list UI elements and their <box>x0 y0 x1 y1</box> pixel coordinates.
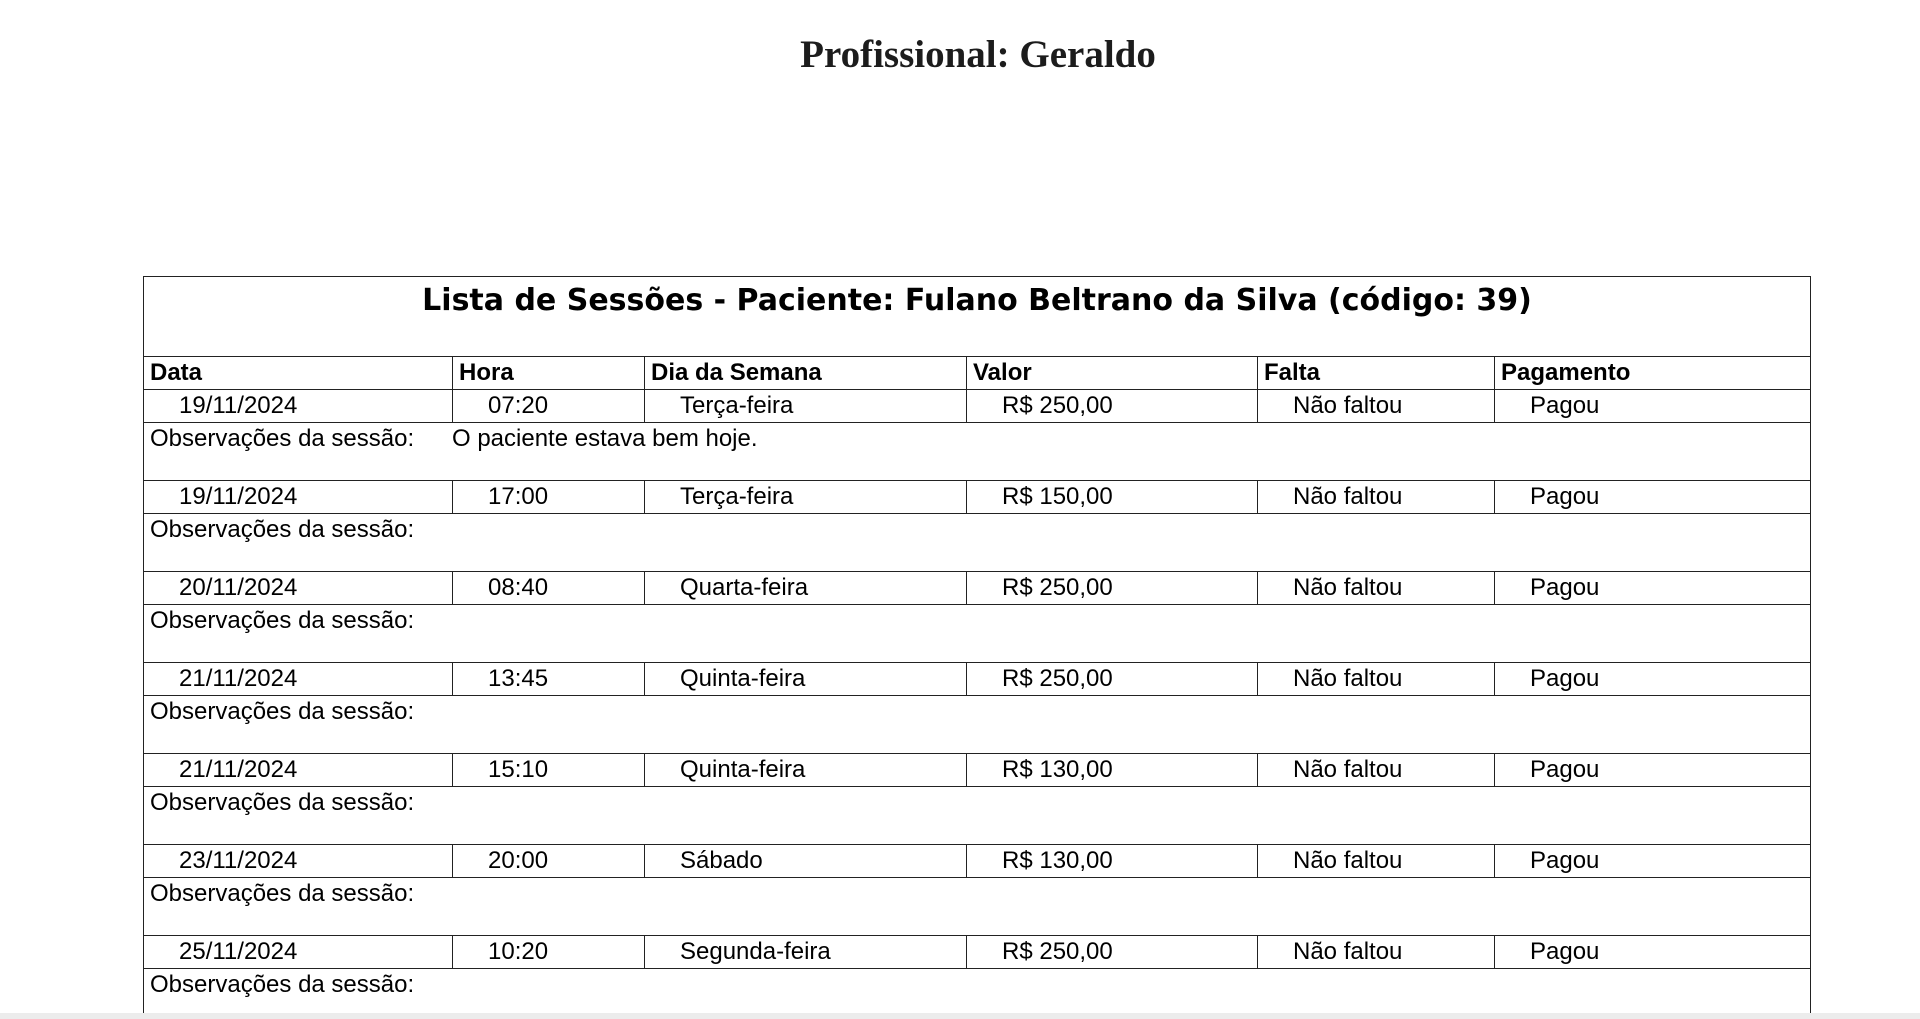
observation-cell <box>144 605 1811 663</box>
observation-label: Observações da sessão: <box>150 607 415 634</box>
column-header-time: Hora <box>453 357 645 390</box>
session-payment: Pagou <box>1495 936 1811 969</box>
observation-row <box>144 787 1811 845</box>
session-absence: Não faltou <box>1258 936 1495 969</box>
observation-row <box>144 696 1811 754</box>
session-time: 17:00 <box>453 481 645 514</box>
table-row <box>144 936 1811 969</box>
observation-label: Observações da sessão: <box>150 698 415 725</box>
observation-label: Observações da sessão: <box>150 880 415 907</box>
session-value: R$ 130,00 <box>967 754 1258 787</box>
session-absence: Não faltou <box>1258 572 1495 605</box>
session-weekday: Quarta-feira <box>645 572 967 605</box>
session-value: R$ 250,00 <box>967 390 1258 423</box>
session-date: 19/11/2024 <box>144 481 453 514</box>
session-weekday: Quinta-feira <box>645 663 967 696</box>
observation-row <box>144 878 1811 936</box>
session-weekday: Sábado <box>645 845 967 878</box>
session-value: R$ 250,00 <box>967 663 1258 696</box>
session-date: 19/11/2024 <box>144 390 453 423</box>
table-header-row <box>144 357 1811 390</box>
observation-label: Observações da sessão: <box>150 516 415 543</box>
session-payment: Pagou <box>1495 390 1811 423</box>
sessions-table <box>143 276 1811 1019</box>
observation-row <box>144 605 1811 663</box>
column-header-payment: Pagamento <box>1495 357 1811 390</box>
table-row <box>144 390 1811 423</box>
observation-cell <box>144 878 1811 936</box>
session-time: 08:40 <box>453 572 645 605</box>
observation-text: O paciente estava bem hoje. <box>452 425 758 452</box>
observation-label: Observações da sessão: <box>150 789 415 816</box>
session-payment: Pagou <box>1495 754 1811 787</box>
session-weekday: Segunda-feira <box>645 936 967 969</box>
table-row <box>144 481 1811 514</box>
table-row <box>144 754 1811 787</box>
observation-row <box>144 423 1811 481</box>
table-title: Lista de Sessões - Paciente: Fulano Beltrano da Silva (código: 39) <box>144 277 1811 357</box>
observation-label: Observações da sessão: <box>150 971 415 998</box>
table-row <box>144 572 1811 605</box>
observation-cell <box>144 514 1811 572</box>
observation-cell <box>144 969 1811 1019</box>
table-row <box>144 845 1811 878</box>
session-absence: Não faltou <box>1258 390 1495 423</box>
page-title: Profissional: Geraldo <box>800 33 1156 76</box>
column-header-value: Valor <box>967 357 1258 390</box>
session-date: 20/11/2024 <box>144 572 453 605</box>
session-payment: Pagou <box>1495 845 1811 878</box>
sessions-body <box>144 390 1811 1019</box>
session-absence: Não faltou <box>1258 754 1495 787</box>
bottom-edge <box>0 1013 1920 1019</box>
session-weekday: Terça-feira <box>645 481 967 514</box>
table-row <box>144 663 1811 696</box>
observation-row <box>144 969 1811 1019</box>
session-value: R$ 150,00 <box>967 481 1258 514</box>
session-time: 20:00 <box>453 845 645 878</box>
session-time: 13:45 <box>453 663 645 696</box>
session-absence: Não faltou <box>1258 481 1495 514</box>
session-payment: Pagou <box>1495 663 1811 696</box>
observation-row <box>144 514 1811 572</box>
session-date: 21/11/2024 <box>144 754 453 787</box>
session-weekday: Quinta-feira <box>645 754 967 787</box>
session-time: 10:20 <box>453 936 645 969</box>
observation-cell <box>144 787 1811 845</box>
session-value: R$ 250,00 <box>967 572 1258 605</box>
session-date: 21/11/2024 <box>144 663 453 696</box>
session-value: R$ 130,00 <box>967 845 1258 878</box>
observation-cell <box>144 423 1811 481</box>
column-header-date: Data <box>144 357 453 390</box>
session-payment: Pagou <box>1495 481 1811 514</box>
observation-cell <box>144 696 1811 754</box>
session-absence: Não faltou <box>1258 663 1495 696</box>
session-date: 23/11/2024 <box>144 845 453 878</box>
session-date: 25/11/2024 <box>144 936 453 969</box>
session-time: 15:10 <box>453 754 645 787</box>
table-title-row <box>144 277 1811 357</box>
session-value: R$ 250,00 <box>967 936 1258 969</box>
session-absence: Não faltou <box>1258 845 1495 878</box>
session-weekday: Terça-feira <box>645 390 967 423</box>
column-header-weekday: Dia da Semana <box>645 357 967 390</box>
session-payment: Pagou <box>1495 572 1811 605</box>
column-header-absence: Falta <box>1258 357 1495 390</box>
observation-label: Observações da sessão: <box>150 425 415 452</box>
session-time: 07:20 <box>453 390 645 423</box>
